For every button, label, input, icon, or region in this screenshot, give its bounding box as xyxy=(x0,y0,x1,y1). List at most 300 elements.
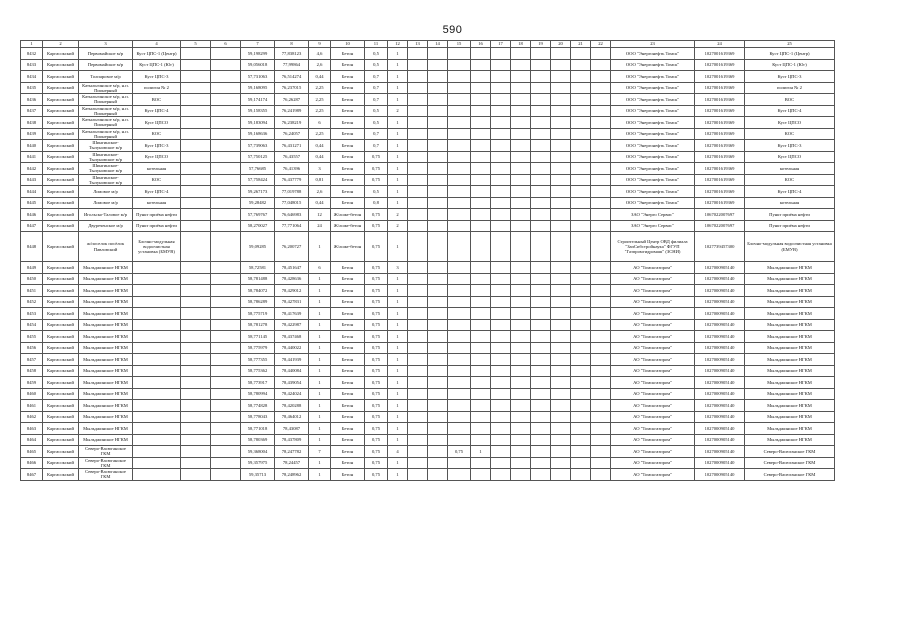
table-cell: 0,75 xyxy=(365,423,388,435)
table-cell: Строительный Центр ОВД филиала "ЗапСибстройнаука" ФГУП "Газпромгидромаш" (ЗСНИ) xyxy=(611,232,695,262)
table-cell xyxy=(181,197,211,209)
table-row xyxy=(21,400,835,412)
table-row xyxy=(21,308,835,320)
table-cell: 0,75 xyxy=(365,296,388,308)
table-cell: 8459 xyxy=(21,377,43,389)
table-cell: Мыльджинское НГКМ xyxy=(745,400,835,412)
table-cell: 8432 xyxy=(21,48,43,60)
table-cell xyxy=(408,434,428,446)
table-cell: 2,25 xyxy=(309,128,331,140)
table-cell xyxy=(428,342,448,354)
table-cell xyxy=(211,388,241,400)
table-cell xyxy=(511,151,531,163)
table-cell xyxy=(551,377,571,389)
table-cell: 1 xyxy=(309,319,331,331)
table-cell: 1067022007697 xyxy=(695,220,745,232)
table-cell xyxy=(531,220,551,232)
table-cell: 0,5 xyxy=(365,59,388,71)
table-cell: Мыльджинское НГКМ xyxy=(745,319,835,331)
table-cell xyxy=(471,232,491,262)
table-cell: Бетон xyxy=(331,469,365,481)
table-cell xyxy=(408,71,428,83)
column-header: 15 xyxy=(448,41,471,48)
table-cell xyxy=(133,273,181,285)
table-cell: 78,441939 xyxy=(275,354,309,366)
table-cell xyxy=(511,59,531,71)
table-cell: 0,5 xyxy=(365,105,388,117)
table-cell: Мыльджинское НГКМ xyxy=(745,434,835,446)
table-cell: 0,81 xyxy=(309,174,331,186)
table-cell: 78,437468 xyxy=(275,331,309,343)
table-cell: 1 xyxy=(388,319,408,331)
table-cell: Первомайское м/р xyxy=(79,48,133,60)
table-cell xyxy=(448,48,471,60)
table-cell xyxy=(571,354,591,366)
table-cell xyxy=(571,117,591,129)
table-cell xyxy=(511,331,531,343)
table-cell: 58,775979 xyxy=(241,342,275,354)
table-cell xyxy=(591,48,611,60)
table-cell: Каргасокский xyxy=(43,174,79,186)
table-cell xyxy=(428,331,448,343)
table-cell: КОС xyxy=(745,174,835,186)
table-cell xyxy=(571,446,591,458)
table-cell xyxy=(491,308,511,320)
table-cell xyxy=(511,423,531,435)
table-cell xyxy=(511,140,531,152)
table-cell: 58,270027 xyxy=(241,220,275,232)
table-cell: 0,75 xyxy=(365,342,388,354)
table-cell xyxy=(471,388,491,400)
table-cell xyxy=(181,273,211,285)
table-cell xyxy=(448,377,471,389)
table-cell xyxy=(551,48,571,60)
table-cell xyxy=(571,94,591,106)
table-cell xyxy=(491,186,511,198)
table-cell: АО "Томскгазпром" xyxy=(611,354,695,366)
table-cell xyxy=(211,423,241,435)
table-cell xyxy=(591,273,611,285)
table-row xyxy=(21,117,835,129)
table-cell: Шингинское-Тылуновское м/р xyxy=(79,151,133,163)
table-cell: 1027739457300 xyxy=(695,232,745,262)
table-cell xyxy=(181,163,211,175)
table-row xyxy=(21,296,835,308)
table-cell: 1 xyxy=(388,273,408,285)
table-cell: Мыльджинское НГКМ xyxy=(745,285,835,297)
table-cell: 1027000905140 xyxy=(695,342,745,354)
table-cell xyxy=(408,140,428,152)
table-cell: Куст ЦПС-3 xyxy=(133,140,181,152)
table-cell xyxy=(181,400,211,412)
table-cell xyxy=(531,319,551,331)
table-cell: 0,7 xyxy=(365,82,388,94)
table-cell xyxy=(211,105,241,117)
column-header: 23 xyxy=(611,41,695,48)
table-cell xyxy=(531,94,551,106)
table-cell: 8453 xyxy=(21,308,43,320)
table-cell xyxy=(591,388,611,400)
table-cell xyxy=(491,105,511,117)
table-cell: 78,429012 xyxy=(275,285,309,297)
table-cell xyxy=(133,331,181,343)
table-cell xyxy=(551,469,571,481)
table-cell xyxy=(591,423,611,435)
table-cell: 0,75 xyxy=(365,163,388,175)
table-cell xyxy=(181,331,211,343)
table-cell xyxy=(181,308,211,320)
table-cell: Каргасокский xyxy=(43,59,79,71)
table-row xyxy=(21,220,835,232)
table-cell: 58,786289 xyxy=(241,296,275,308)
table-cell xyxy=(448,354,471,366)
table-cell xyxy=(448,151,471,163)
table-cell: Бетон xyxy=(331,105,365,117)
table-cell: котельная xyxy=(745,163,835,175)
table-cell xyxy=(511,342,531,354)
table-cell: АО "Томскгазпром" xyxy=(611,377,695,389)
table-cell: 8465 xyxy=(21,446,43,458)
table-cell xyxy=(491,285,511,297)
table-cell: 1 xyxy=(309,400,331,412)
table-cell xyxy=(571,140,591,152)
table-cell xyxy=(471,331,491,343)
table-cell: 1 xyxy=(388,411,408,423)
table-row xyxy=(21,354,835,366)
table-cell: КОС xyxy=(133,174,181,186)
table-cell xyxy=(491,197,511,209)
table-cell xyxy=(408,285,428,297)
table-cell xyxy=(133,365,181,377)
table-cell: 76,437779 xyxy=(275,174,309,186)
table-cell: Мыльджинское НГКМ xyxy=(79,365,133,377)
table-cell: Мыльджинское НГКМ xyxy=(79,331,133,343)
table-cell xyxy=(448,232,471,262)
column-header: 16 xyxy=(471,41,491,48)
table-cell: 0,75 xyxy=(365,151,388,163)
table-cell xyxy=(211,163,241,175)
page-number: 590 xyxy=(442,24,463,36)
table-cell: 8451 xyxy=(21,285,43,297)
table-cell xyxy=(571,163,591,175)
table-cell xyxy=(591,174,611,186)
table-cell: 8460 xyxy=(21,388,43,400)
table-cell: 57,739063 xyxy=(241,140,275,152)
table-cell: Северо-Васюганское ГКМ xyxy=(745,469,835,481)
table-cell: Бетон xyxy=(331,59,365,71)
table-cell xyxy=(591,377,611,389)
table-cell: Бетон xyxy=(331,377,365,389)
table-cell xyxy=(211,151,241,163)
table-cell xyxy=(428,308,448,320)
table-cell: 1 xyxy=(388,457,408,469)
table-cell xyxy=(471,82,491,94)
table-cell xyxy=(551,308,571,320)
table-header xyxy=(21,41,835,48)
table-cell: Пункт приёма нефти xyxy=(133,209,181,221)
table-cell xyxy=(211,48,241,60)
table-cell xyxy=(511,319,531,331)
table-cell xyxy=(571,331,591,343)
table-cell: Каргасокский xyxy=(43,469,79,481)
table-cell: Каргасокский xyxy=(43,140,79,152)
column-header: 1 xyxy=(21,41,43,48)
table-cell xyxy=(571,388,591,400)
table-cell: 1 xyxy=(309,423,331,435)
table-cell xyxy=(591,232,611,262)
table-cell xyxy=(551,140,571,152)
table-cell: Бетон xyxy=(331,434,365,446)
table-cell xyxy=(181,411,211,423)
table-cell: 1 xyxy=(388,140,408,152)
table-cell: Бетон xyxy=(331,423,365,435)
table-cell: 8440 xyxy=(21,140,43,152)
table-cell xyxy=(428,273,448,285)
table-cell xyxy=(133,342,181,354)
table-cell xyxy=(551,411,571,423)
table-cell: 78,427831 xyxy=(275,296,309,308)
table-cell xyxy=(591,163,611,175)
table-cell: Куст ЦПСО xyxy=(745,117,835,129)
table-cell xyxy=(491,48,511,60)
table-cell xyxy=(491,151,511,163)
table-cell: Каргасокский xyxy=(43,117,79,129)
table-cell: Мыльджинское НГКМ xyxy=(79,273,133,285)
table-cell: ВОС xyxy=(745,94,835,106)
table-cell: 0,75 xyxy=(365,434,388,446)
table-cell: 59,183094 xyxy=(241,117,275,129)
table-cell xyxy=(471,59,491,71)
table-cell: Ж/ложе-бетон xyxy=(331,220,365,232)
table-cell: 1 xyxy=(388,342,408,354)
table-cell xyxy=(408,94,428,106)
table-cell xyxy=(511,174,531,186)
table-cell: АО "Томскгазпром" xyxy=(611,400,695,412)
table-cell xyxy=(551,209,571,221)
table-cell: 1027000905140 xyxy=(695,354,745,366)
column-header: 25 xyxy=(745,41,835,48)
column-header: 13 xyxy=(408,41,428,48)
table-cell xyxy=(491,262,511,274)
table-cell: 58,72581 xyxy=(241,262,275,274)
table-cell: 1 xyxy=(388,151,408,163)
table-cell: Бетон xyxy=(331,82,365,94)
table-row xyxy=(21,59,835,71)
table-cell: Мыльджинское НГКМ xyxy=(79,285,133,297)
table-cell: 1027000905140 xyxy=(695,434,745,446)
table-cell: 1 xyxy=(388,59,408,71)
table-cell xyxy=(531,48,551,60)
table-cell: 8464 xyxy=(21,434,43,446)
table-cell: 59,198299 xyxy=(241,48,275,60)
column-header: 6 xyxy=(211,41,241,48)
table-cell: АО "Томскгазпром" xyxy=(611,457,695,469)
table-cell xyxy=(591,209,611,221)
table-cell xyxy=(591,457,611,469)
table-cell xyxy=(531,209,551,221)
table-cell xyxy=(408,469,428,481)
table-cell xyxy=(408,151,428,163)
table-cell: 59,158355 xyxy=(241,105,275,117)
table-cell xyxy=(428,296,448,308)
table-cell xyxy=(428,59,448,71)
table-cell xyxy=(181,59,211,71)
table-cell xyxy=(571,423,591,435)
table-cell xyxy=(211,140,241,152)
table-cell: Мыльджинское НГКМ xyxy=(745,296,835,308)
table-cell xyxy=(571,128,591,140)
column-header: 19 xyxy=(531,41,551,48)
table-cell: Ж/ложе-бетон xyxy=(331,209,365,221)
table-row xyxy=(21,262,835,274)
table-cell xyxy=(408,377,428,389)
table-cell xyxy=(591,319,611,331)
table-cell xyxy=(551,273,571,285)
table-cell: 0,44 xyxy=(309,71,331,83)
table-cell xyxy=(531,400,551,412)
table-cell: 0,44 xyxy=(309,151,331,163)
table-cell: Бетон xyxy=(331,197,365,209)
table-cell xyxy=(448,163,471,175)
table-row xyxy=(21,94,835,106)
table-cell xyxy=(531,354,551,366)
table-cell xyxy=(531,197,551,209)
table-cell: 78,451647 xyxy=(275,262,309,274)
table-cell: 59,056018 xyxy=(241,59,275,71)
table-cell: 1 xyxy=(388,128,408,140)
table-cell xyxy=(551,220,571,232)
table-cell xyxy=(531,174,551,186)
table-cell xyxy=(491,59,511,71)
table-cell: 1 xyxy=(388,365,408,377)
table-cell xyxy=(551,163,571,175)
table-cell: ВОС xyxy=(133,94,181,106)
table-cell: 77,838123 xyxy=(275,48,309,60)
table-cell: Куст ЦПС-1 (Центр) xyxy=(745,48,835,60)
table-cell: 59,267173 xyxy=(241,186,275,198)
table-cell xyxy=(211,94,241,106)
table-cell: Бетон xyxy=(331,163,365,175)
table-cell xyxy=(448,365,471,377)
table-cell xyxy=(133,262,181,274)
table-cell: Толпаровое м/р xyxy=(79,71,133,83)
table-cell: 76,514274 xyxy=(275,71,309,83)
table-cell: Бетон xyxy=(331,319,365,331)
column-header: 17 xyxy=(491,41,511,48)
table-cell: 8446 xyxy=(21,209,43,221)
table-cell: Каргасокский xyxy=(43,377,79,389)
table-cell: ООО "Энергонефть Томск" xyxy=(611,186,695,198)
table-cell: 78,428636 xyxy=(275,273,309,285)
table-cell xyxy=(408,48,428,60)
table-cell: 78,24457 xyxy=(275,457,309,469)
table-cell: Каргасокский xyxy=(43,220,79,232)
table-cell: 1 xyxy=(309,296,331,308)
table-cell: Мыльджинское НГКМ xyxy=(745,273,835,285)
table-cell xyxy=(408,457,428,469)
table-cell: 1 xyxy=(388,400,408,412)
table-cell: 8443 xyxy=(21,174,43,186)
table-row xyxy=(21,82,835,94)
table-cell: Куст ЦПС-4 xyxy=(133,186,181,198)
table-cell xyxy=(531,296,551,308)
table-cell: Куст ЦПС-1 (Юг) xyxy=(745,59,835,71)
table-cell: 76,24057 xyxy=(275,128,309,140)
table-cell xyxy=(551,105,571,117)
table-cell xyxy=(511,94,531,106)
table-cell: 0,5 xyxy=(365,48,388,60)
table-cell xyxy=(408,273,428,285)
table-cell xyxy=(428,82,448,94)
table-cell xyxy=(211,469,241,481)
table-cell xyxy=(571,197,591,209)
table-row xyxy=(21,209,835,221)
table-cell xyxy=(428,197,448,209)
table-cell xyxy=(181,128,211,140)
table-cell: ООО "Энергонефть Томск" xyxy=(611,163,695,175)
table-cell xyxy=(133,423,181,435)
table-cell xyxy=(181,151,211,163)
table-cell: 8434 xyxy=(21,71,43,83)
table-cell: Мыльджинское НГКМ xyxy=(79,319,133,331)
table-cell: 8439 xyxy=(21,128,43,140)
table-row xyxy=(21,469,835,481)
table-cell xyxy=(591,82,611,94)
table-cell xyxy=(531,342,551,354)
table-cell xyxy=(408,342,428,354)
table-cell xyxy=(511,354,531,366)
table-cell: 8457 xyxy=(21,354,43,366)
table-cell: Каргасокский xyxy=(43,151,79,163)
table-cell: 1027001619369 xyxy=(695,48,745,60)
table-cell xyxy=(471,434,491,446)
table-cell: ООО "Энергонефть Томск" xyxy=(611,59,695,71)
table-cell: Куст ЦПС-4 xyxy=(133,105,181,117)
table-cell xyxy=(591,308,611,320)
table-cell: 1027000905140 xyxy=(695,262,745,274)
table-cell xyxy=(211,434,241,446)
table-cell xyxy=(181,94,211,106)
table-cell: 76,238219 xyxy=(275,117,309,129)
table-cell xyxy=(471,377,491,389)
table-cell: Бетон xyxy=(331,457,365,469)
table-cell: Каргасокский xyxy=(43,163,79,175)
table-cell xyxy=(571,434,591,446)
table-cell: 78,417639 xyxy=(275,308,309,320)
table-cell xyxy=(471,94,491,106)
table-cell: ООО "Энергонефть Томск" xyxy=(611,105,695,117)
table-cell xyxy=(408,331,428,343)
table-cell: 58,775362 xyxy=(241,365,275,377)
table-cell xyxy=(471,48,491,60)
table-cell: 58,773917 xyxy=(241,377,275,389)
table-cell xyxy=(181,342,211,354)
table-cell: Каргасокский xyxy=(43,262,79,274)
table-cell: 1 xyxy=(388,82,408,94)
table-cell: Куст ЦПС-4 xyxy=(745,105,835,117)
table-cell: 2 xyxy=(388,220,408,232)
table-cell: 2 xyxy=(388,105,408,117)
table-cell: 1027001619369 xyxy=(695,105,745,117)
table-row xyxy=(21,365,835,377)
table-cell xyxy=(408,174,428,186)
table-cell xyxy=(571,411,591,423)
column-header: 22 xyxy=(591,41,611,48)
table-cell xyxy=(211,296,241,308)
column-header: 9 xyxy=(309,41,331,48)
table-row xyxy=(21,197,835,209)
table-cell: 12 xyxy=(309,209,331,221)
